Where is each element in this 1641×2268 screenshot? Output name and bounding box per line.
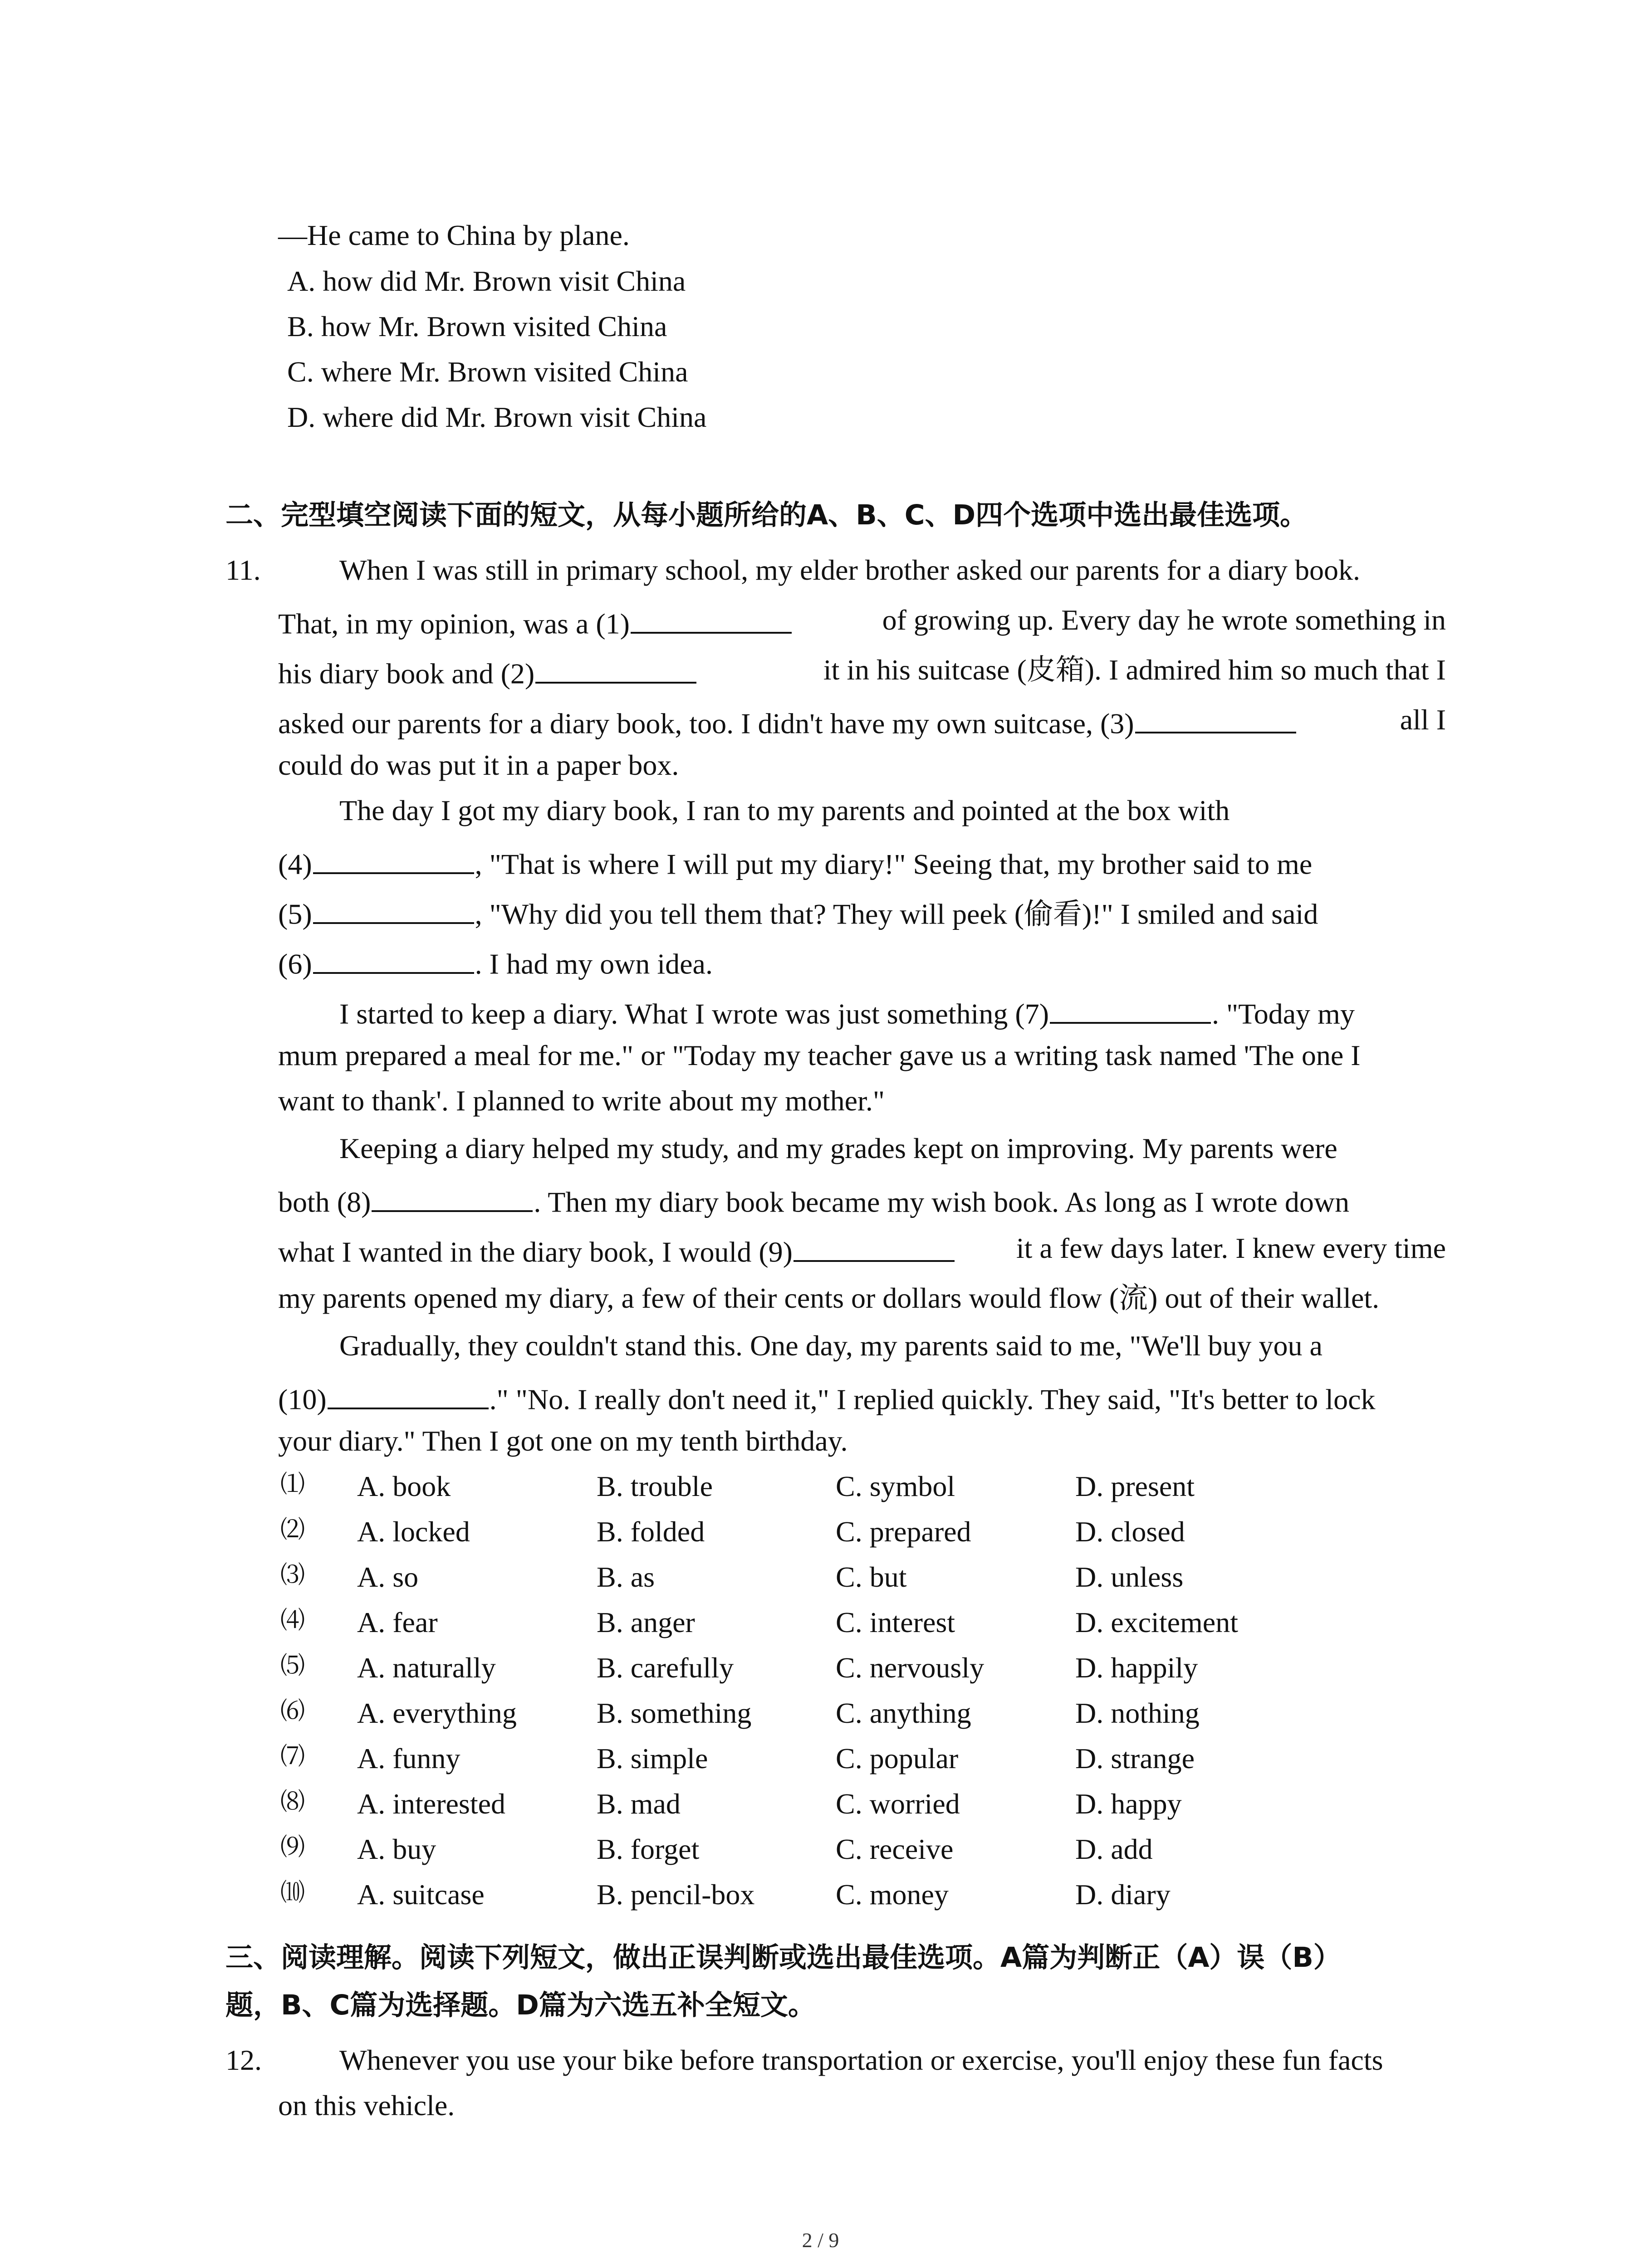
choice-d: D. happily	[1075, 1652, 1198, 1684]
text-segment: . I had my own idea.	[475, 948, 713, 980]
text-segment: , "That is where I will put my diary!" Seeing that, my brother said to me	[475, 848, 1313, 880]
choice-c: C. but	[836, 1561, 907, 1593]
section-3-heading-line-1: 三、阅读理解。阅读下列短文，做出正误判断或选出最佳选项。A篇为判断正（A）误（B）	[225, 1941, 1341, 1974]
choice-c: C. popular	[836, 1742, 959, 1774]
choice-b: B. forget	[597, 1833, 700, 1865]
text-segment: . Then my diary book became my wish book. As long as I wrote down	[534, 1186, 1350, 1218]
blank-3	[1135, 705, 1296, 733]
q11-p3-line-3: want to thank'. I planned to write about my mother."	[278, 1085, 885, 1117]
blank-1	[631, 606, 792, 634]
choice-c: C. symbol	[836, 1470, 955, 1502]
blank-9	[794, 1234, 955, 1262]
choice-number: ⑼	[280, 1833, 305, 1861]
choice-c: C. money	[836, 1878, 949, 1911]
choice-a: A. suitcase	[357, 1878, 485, 1911]
choice-b: B. something	[597, 1697, 752, 1729]
q11-p1-line-2	[278, 606, 793, 639]
q12-line-2: on this vehicle.	[278, 2089, 455, 2121]
choice-d: D. happy	[1075, 1788, 1182, 1820]
blank-8	[372, 1184, 533, 1212]
choice-d: D. closed	[1075, 1515, 1185, 1548]
choice-a: A. book	[357, 1470, 451, 1502]
text-segment: asked our parents for a diary book, too. I didn't have my own suitcase, (3)	[278, 707, 1134, 740]
q11-p4-line-3-tail: it a few days later. I knew every time	[1016, 1232, 1446, 1264]
section-3-heading-line-2: 题，B、C篇为选择题。D篇为六选五补全短文。	[225, 1989, 816, 2021]
q11-p4-line-1: Keeping a diary helped my study, and my grades kept on improving. My parents were	[339, 1132, 1337, 1164]
q11-p4-line-2	[278, 1184, 1349, 1217]
choice-b: B. pencil-box	[597, 1878, 755, 1911]
q11-p2-line-4	[278, 946, 713, 979]
choice-b: B. simple	[597, 1742, 708, 1774]
q11-p5-line-2	[278, 1381, 1375, 1414]
choice-number: ⑵	[280, 1515, 305, 1544]
q12-number: 12.	[225, 2044, 262, 2076]
text-segment: (10)	[278, 1383, 327, 1416]
choice-c: C. interest	[836, 1606, 955, 1638]
choice-c: C. nervously	[836, 1652, 985, 1684]
q10-option-a: A. how did Mr. Brown visit China	[287, 265, 686, 297]
choice-number: ⑴	[280, 1470, 305, 1498]
choice-a: A. fear	[357, 1606, 438, 1638]
q10-answer-line: —He came to China by plane.	[278, 219, 630, 251]
choice-b: B. trouble	[597, 1470, 713, 1502]
blank-10	[328, 1381, 489, 1409]
q11-p4-line-4: my parents opened my diary, a few of their cents or dollars would flow (流) out of their wallet.	[278, 1282, 1380, 1314]
q10-option-b: B. how Mr. Brown visited China	[287, 310, 667, 342]
blank-7	[1050, 996, 1211, 1024]
choice-a: A. everything	[357, 1697, 517, 1729]
q11-p1-line-3	[278, 655, 697, 689]
choice-number: ⑷	[280, 1606, 305, 1634]
choice-b: B. mad	[597, 1788, 681, 1820]
text-segment: ." "No. I really don't need it," I replied quickly. They said, "It's better to lock	[489, 1383, 1376, 1416]
choice-number: ⑺	[280, 1742, 305, 1770]
choice-d: D. add	[1075, 1833, 1153, 1865]
q11-p1-line-3-tail: it in his suitcase (皮箱). I admired him so much that I	[823, 654, 1446, 686]
choice-number: ⑹	[280, 1696, 305, 1725]
blank-2	[535, 655, 696, 684]
section-2-heading: 二、完型填空阅读下面的短文，从每小题所给的A、B、C、D四个选项中选出最佳选项。	[225, 499, 1308, 531]
q11-p5-line-3: your diary." Then I got one on my tenth birthday.	[278, 1425, 848, 1457]
text-segment: (4)	[278, 848, 312, 880]
choice-d: D. present	[1075, 1470, 1195, 1502]
choice-number: ⑸	[280, 1651, 305, 1680]
choice-b: B. anger	[597, 1606, 695, 1638]
text-segment: I started to keep a diary. What I wrote was just something (7)	[339, 997, 1049, 1030]
choice-d: D. nothing	[1075, 1697, 1200, 1729]
choice-d: D. excitement	[1075, 1606, 1238, 1638]
choice-a: A. naturally	[357, 1652, 496, 1684]
text-segment: , "Why did you tell them that? They will peek (偷看)!" I smiled and said	[475, 898, 1318, 930]
text-segment: . "Today my	[1212, 997, 1355, 1030]
q12-line-1: Whenever you use your bike before transportation or exercise, you'll enjoy these fun facts	[339, 2044, 1383, 2076]
q11-p2-line-2	[278, 846, 1312, 879]
q11-p3-line-1	[339, 996, 1355, 1029]
q11-p1-line-4	[278, 705, 1297, 738]
blank-5	[313, 896, 474, 924]
choice-a: A. interested	[357, 1788, 505, 1820]
q11-p1-line-1: When I was still in primary school, my elder brother asked our parents for a diary book.	[339, 554, 1361, 586]
choice-d: D. strange	[1075, 1742, 1195, 1774]
text-segment: That, in my opinion, was a (1)	[278, 607, 630, 640]
choice-c: C. prepared	[836, 1515, 971, 1548]
choice-c: C. anything	[836, 1697, 971, 1729]
choice-b: B. folded	[597, 1515, 705, 1548]
text-segment: what I wanted in the diary book, I would (9)	[278, 1236, 793, 1268]
text-segment: (6)	[278, 948, 312, 980]
blank-6	[313, 946, 474, 974]
q11-number: 11.	[225, 554, 261, 586]
q11-p5-line-1: Gradually, they couldn't stand this. One day, my parents said to me, "We'll buy you a	[339, 1330, 1323, 1362]
choice-a: A. so	[357, 1561, 419, 1593]
choice-a: A. funny	[357, 1742, 460, 1774]
text-segment: (5)	[278, 898, 312, 930]
choice-number: ⑻	[280, 1787, 305, 1816]
text-segment: both (8)	[278, 1186, 371, 1218]
choice-number: ⑶	[280, 1560, 305, 1589]
q10-option-d: D. where did Mr. Brown visit China	[287, 401, 707, 433]
choice-a: A. locked	[357, 1515, 470, 1548]
q10-option-c: C. where Mr. Brown visited China	[287, 356, 688, 388]
choice-c: C. receive	[836, 1833, 954, 1865]
q11-p4-line-3	[278, 1234, 955, 1267]
page-number: 2 / 9	[802, 2229, 839, 2252]
q11-p2-line-1: The day I got my diary book, I ran to my parents and pointed at the box with	[339, 794, 1230, 826]
text-segment: his diary book and (2)	[278, 657, 535, 690]
choice-c: C. worried	[836, 1788, 960, 1820]
choice-a: A. buy	[357, 1833, 436, 1865]
q11-p3-line-2: mum prepared a meal for me." or "Today my teacher gave us a writing task named 'The one I	[278, 1039, 1361, 1071]
q11-p1-line-5: could do was put it in a paper box.	[278, 749, 679, 781]
choice-b: B. as	[597, 1561, 655, 1593]
q11-p1-line-2-tail: of growing up. Every day he wrote something in	[882, 604, 1446, 636]
choice-d: D. diary	[1075, 1878, 1171, 1911]
q11-p1-line-4-tail: all I	[1400, 704, 1446, 736]
choice-number: ⑽	[280, 1878, 305, 1906]
blank-4	[313, 846, 474, 874]
choice-d: D. unless	[1075, 1561, 1184, 1593]
q11-p2-line-3	[278, 896, 1318, 929]
choice-b: B. carefully	[597, 1652, 734, 1684]
